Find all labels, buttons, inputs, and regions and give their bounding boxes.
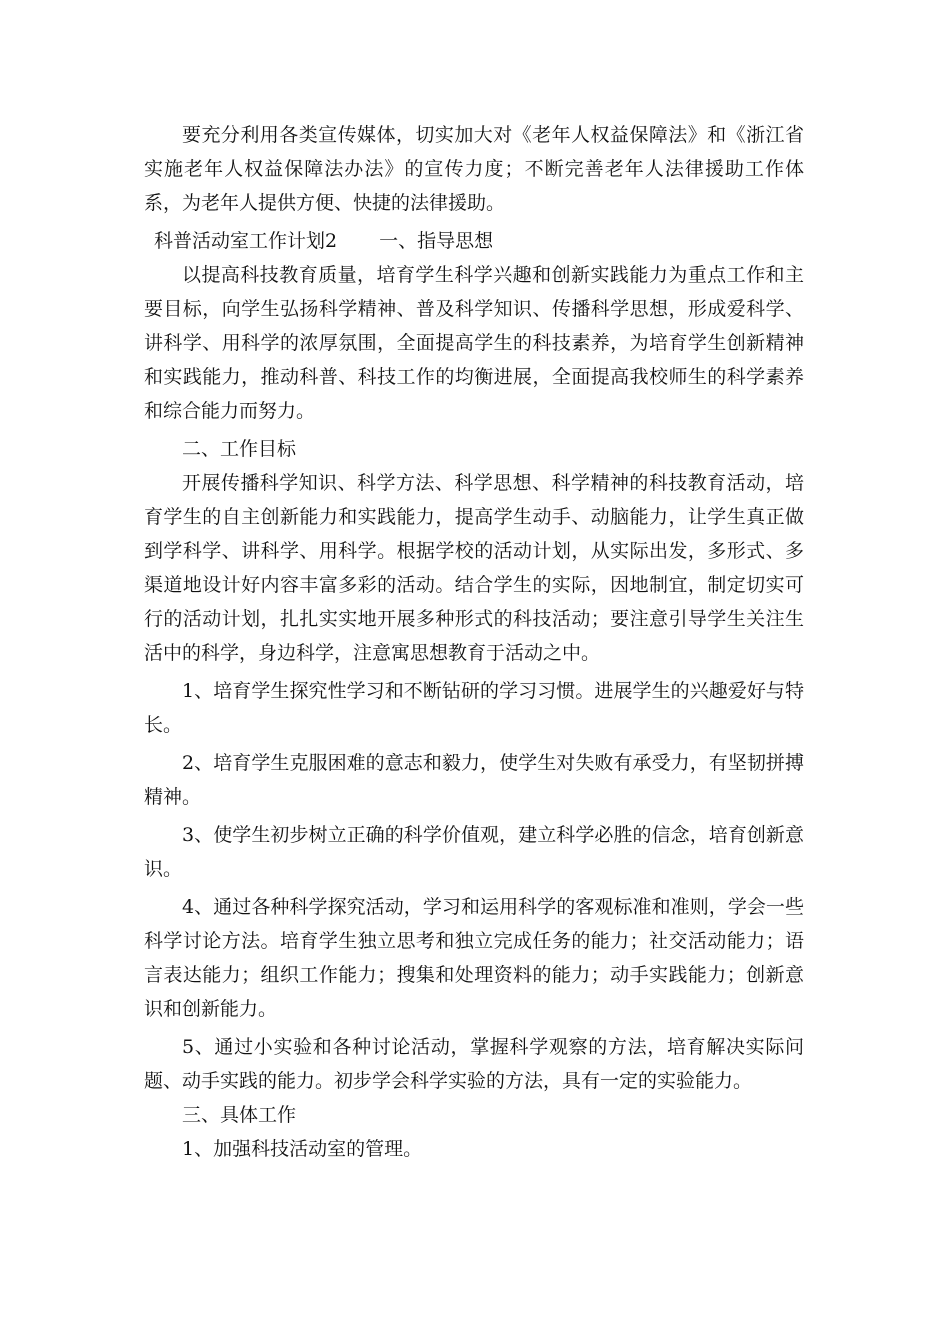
section3-item-1: 1、加强科技活动室的管理。 <box>182 1138 423 1160</box>
goal-item-1: 1、培育学生探究性学习和不断钻研的学习习惯。进展学生的兴趣爱好与特长。 <box>144 680 804 736</box>
document-body <box>144 118 804 1166</box>
goal-item-2: 2、培育学生克服困难的意志和毅力，使学生对失败有承受力，有坚韧拼搏精神。 <box>144 752 804 808</box>
section2-heading: 二、工作目标 <box>182 438 297 460</box>
intro-paragraph: 要充分利用各类宣传媒体，切实加大对《老年人权益保障法》和《浙江省实施老年人权益保障法办法》的宣传力度；不断完善老年人法律援助工作体系，为老年人提供方便、快捷的法律援助。 <box>144 124 804 214</box>
section3-heading: 三、具体工作 <box>182 1104 297 1126</box>
section2-paragraph: 开展传播科学知识、科学方法、科学思想、科学精神的科技教育活动，培育学生的自主创新能力和实践能力，提高学生动手、动脑能力，让学生真正做到学科学、讲科学、用科学。根据学校的活动计划，从实际出发，多形式、多渠道地设计好内容丰富多彩的活动。结合学生的实际，因地制宜，制定切实可行的活动计划，扎扎实实地开展多种形式的科技活动；要注意引导学生关注生活中的科学，身边科学，注意寓思想教育于活动之中。 <box>144 472 804 664</box>
section1-paragraph: 以提高科技教育质量，培育学生科学兴趣和创新实践能力为重点工作和主要目标，向学生弘扬科学精神、普及科学知识、传播科学思想，形成爱科学、讲科学、用科学的浓厚氛围，全面提高学生的科技素养，为培育学生创新精神和实践能力，推动科普、科技工作的均衡进展，全面提高我校师生的科学素养和综合能力而努力。 <box>144 264 804 422</box>
goal-item-5: 5、通过小实验和各种讨论活动，掌握科学观察的方法，培育解决实际问题、动手实践的能力。初步学会科学实验的方法，具有一定的实验能力。 <box>144 1036 804 1092</box>
title-line <box>144 224 804 258</box>
document-title: 科普活动室工作计划2 <box>154 230 338 252</box>
goal-item-3: 3、使学生初步树立正确的科学价值观，建立科学必胜的信念，培育创新意识。 <box>144 824 804 880</box>
section1-heading: 一、指导思想 <box>379 230 494 252</box>
goal-item-4: 4、通过各种科学探究活动，学习和运用科学的客观标准和准则，学会一些科学讨论方法。培育学生独立思考和独立完成任务的能力；社交活动能力；语言表达能力；组织工作能力；搜集和处理资料的能力；动手实践能力；创新意识和创新能力。 <box>144 896 804 1020</box>
